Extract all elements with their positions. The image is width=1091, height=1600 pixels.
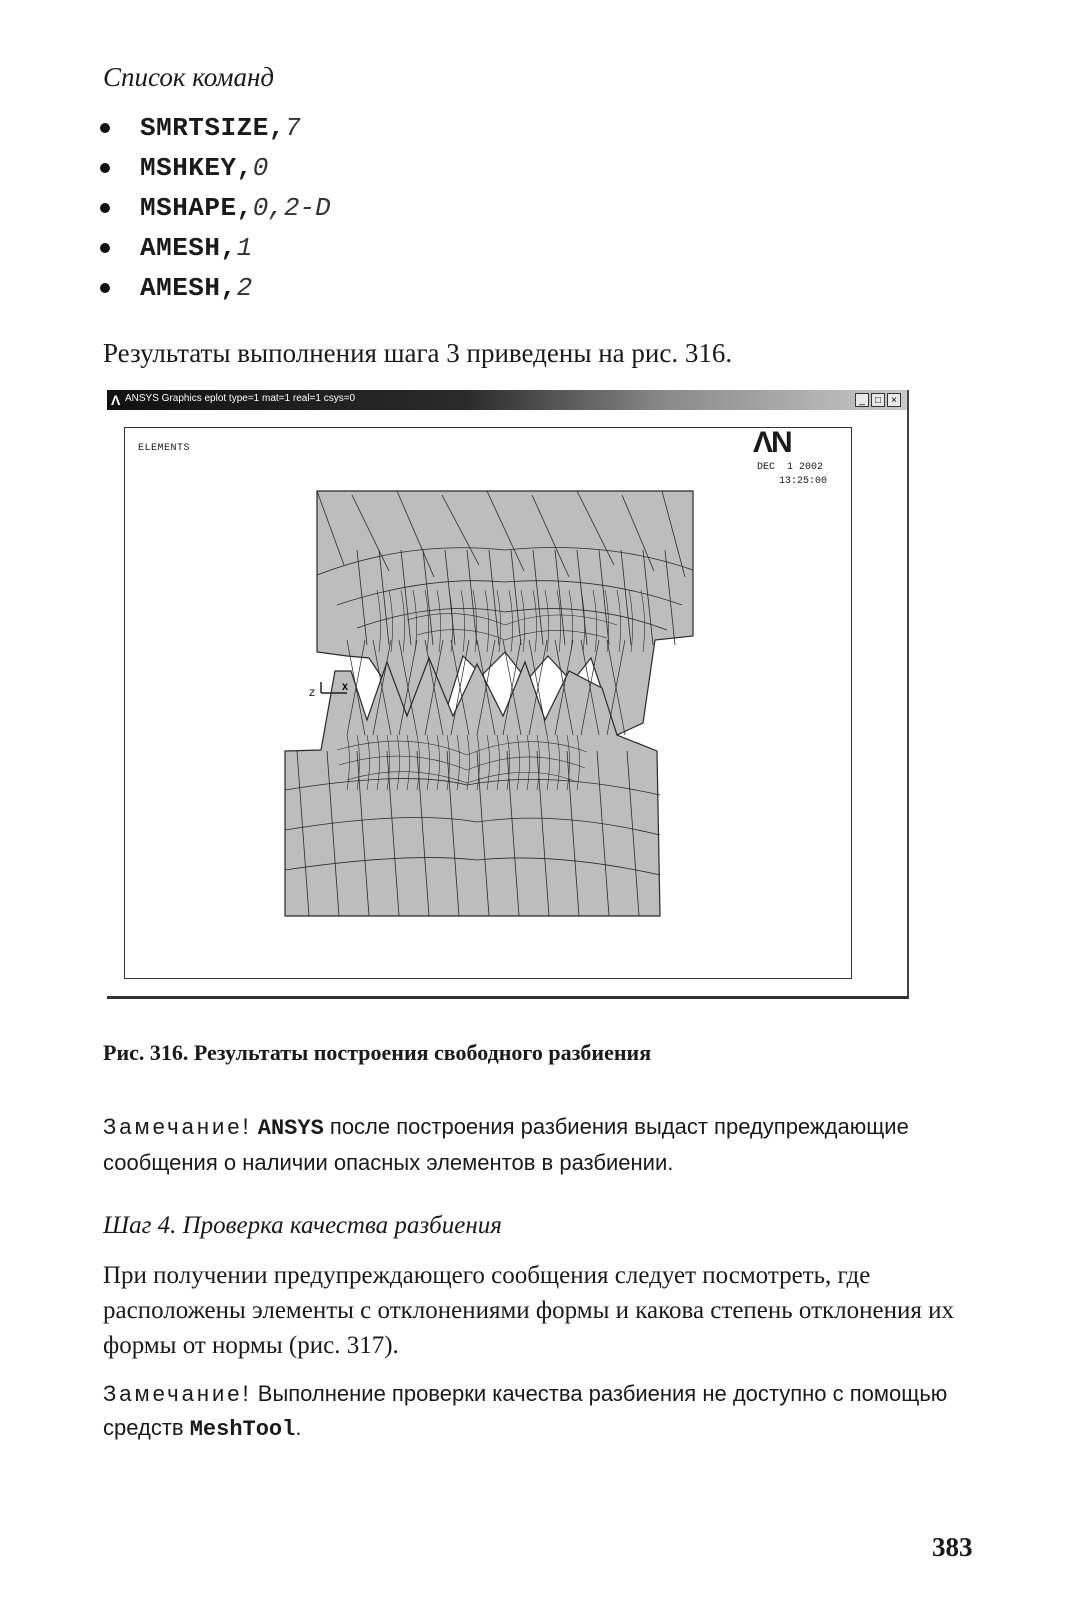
elements-label: ELEMENTS <box>138 443 191 454</box>
command-item <box>100 268 331 308</box>
program-name: ANSYS <box>257 1116 324 1141</box>
tool-name: MeshTool <box>189 1417 296 1442</box>
command-arg: 7 <box>284 113 301 143</box>
command-name: AMESH, <box>140 273 237 303</box>
plot-time: 13:25:00 <box>779 476 828 487</box>
command-item <box>100 188 331 228</box>
commands-heading: Список команд <box>103 62 275 92</box>
command-name: SMRTSIZE, <box>140 113 285 143</box>
note-text: после построения разбиения выдаст предупреждающие сообщения о наличии опасных элементов в разбиении. <box>103 1114 909 1175</box>
window-title: ANSYS Graphics eplot type=1 mat=1 real=1 csys=0 <box>125 393 356 404</box>
command-name: MSHKEY, <box>140 153 253 183</box>
command-item <box>100 228 331 268</box>
upper-body-region <box>317 491 693 735</box>
maximize-button[interactable]: □ <box>871 393 885 407</box>
note-label: Замечание! <box>103 1381 252 1406</box>
note-end: . <box>295 1415 302 1440</box>
note-label: Замечание! <box>103 1114 252 1139</box>
plot-date: DEC 1 2002 <box>757 462 824 473</box>
step3-results-text: Результаты выполнения шага 3 приведены на рис. 316. <box>103 338 733 368</box>
lower-body-region <box>285 658 660 916</box>
ansys-brand-logo: ΛN <box>753 426 791 459</box>
ansys-graphics-window <box>107 390 909 999</box>
command-arg: 1 <box>236 233 253 263</box>
bullet-icon <box>100 163 110 173</box>
command-arg: 0,2-D <box>252 193 331 223</box>
command-arg: 0 <box>252 153 269 183</box>
command-name: MSHAPE, <box>140 193 253 223</box>
close-button[interactable]: × <box>887 393 901 407</box>
command-item <box>100 148 331 188</box>
bullet-icon <box>100 123 110 133</box>
minimize-button[interactable]: _ <box>855 393 869 407</box>
axis-x-label: X <box>342 683 349 694</box>
page-number: 383 <box>932 1532 973 1562</box>
command-list <box>100 108 331 308</box>
bullet-icon <box>100 203 110 213</box>
axis-z-label: Z <box>309 689 316 700</box>
note-ansys-warnings <box>103 1110 983 1180</box>
figure-caption: Рис. 316. Результаты построения свободного разбиения <box>103 1040 652 1065</box>
note-text: Выполнение проверки качества разбиения не доступно с помощью средств <box>103 1381 948 1440</box>
bullet-icon <box>100 283 110 293</box>
command-name: AMESH, <box>140 233 237 263</box>
command-arg: 2 <box>236 273 253 303</box>
bullet-icon <box>100 243 110 253</box>
step4-heading: Шаг 4. Проверка качества разбиения <box>103 1212 502 1239</box>
note-meshtool <box>103 1377 983 1447</box>
quality-paragraph: При получении предупреждающего сообщения следует посмотреть, где расположены элементы с отклонениями формы и какова степень отклонения их формы от нормы (рис. 317). <box>103 1262 955 1359</box>
ansys-logo-icon: Λ <box>111 392 121 408</box>
command-item <box>100 108 331 148</box>
